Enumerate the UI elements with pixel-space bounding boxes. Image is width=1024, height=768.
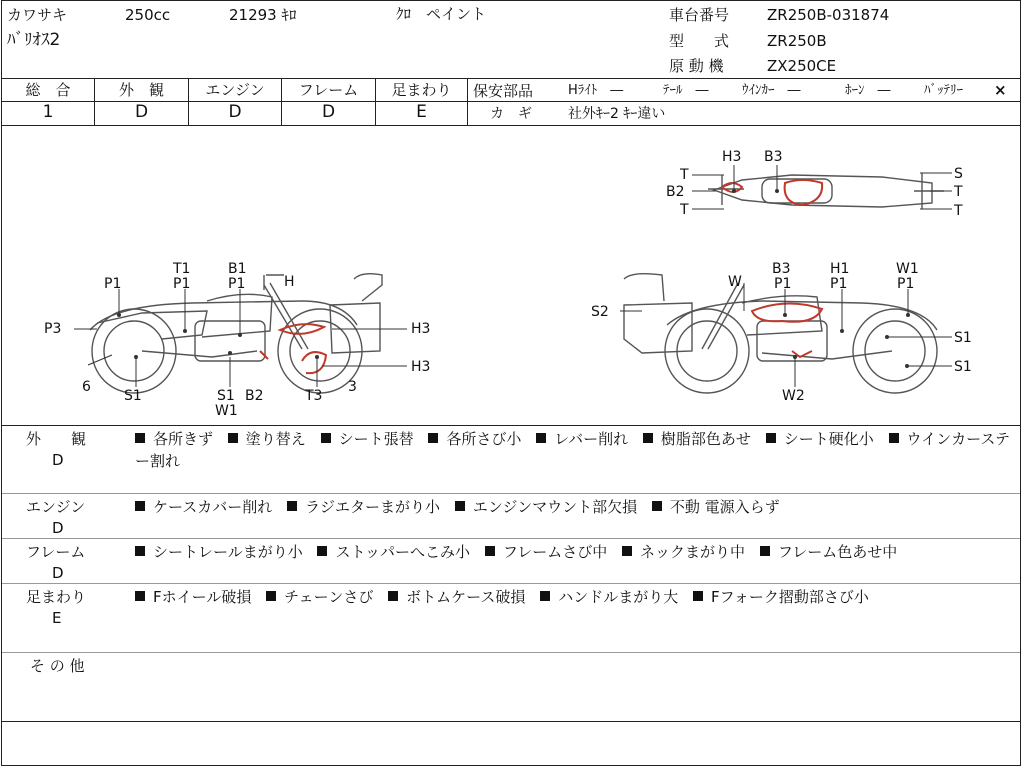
diagram-label: P1 [897, 276, 915, 292]
divider [2, 538, 1020, 539]
comment-item: シート硬化小 [783, 430, 874, 448]
frame-section-grade: D [52, 564, 64, 582]
frame-no: ZR250B-031874 [767, 6, 890, 24]
engine-label: 原 動 機 [669, 57, 724, 75]
type: ZR250B [767, 32, 827, 50]
diagram-label: B2 [666, 184, 685, 200]
diagram-label: W1 [215, 403, 238, 419]
leader-lines [74, 165, 952, 387]
diagram-label: P3 [44, 321, 62, 337]
divider [468, 101, 1020, 102]
frame-comments [135, 541, 1020, 563]
suspension-section-grade: E [52, 609, 62, 627]
frame-grade-label: フレーム [298, 81, 359, 99]
taillight-status: ﾃｰﾙ ― [663, 83, 709, 98]
type-label: 型 式 [669, 32, 730, 50]
maker: カワサキ [7, 6, 68, 24]
comment-item: Fフォーク摺動部さび小 [711, 588, 869, 606]
diagram-label: S1 [217, 388, 235, 404]
overall-label: 総 合 [25, 81, 71, 99]
diagram-label: T3 [305, 388, 323, 404]
diagram-label: W [728, 274, 742, 290]
diagram-label: S1 [954, 359, 972, 375]
diagram-label: P1 [104, 276, 122, 292]
comment-item: ラジエターまがり小 [305, 498, 441, 516]
diagram-label: B1 [228, 261, 247, 277]
overall-grade: 1 [42, 102, 54, 122]
exterior-grade: D [134, 102, 149, 122]
comment-item: チェーンさび [284, 588, 374, 606]
comment-item: ハンドルまがり大 [558, 588, 679, 606]
engine-section-label: エンジン [26, 498, 86, 516]
diagram-label: W2 [782, 388, 805, 404]
engine-section-grade: D [52, 519, 64, 537]
suspension-section-label: 足まわり [26, 588, 87, 606]
comment-item: ネックまがり中 [640, 543, 746, 561]
diagram-label: 3 [348, 379, 357, 395]
diagram-label: S [954, 166, 963, 182]
comment-item: エンジンマウント部欠損 [472, 498, 638, 516]
battery-status-mark: × [994, 81, 1007, 99]
exterior-comments [135, 428, 1020, 472]
diagram-label: S2 [591, 304, 609, 320]
bike-top-view [708, 173, 944, 209]
comment-item: Fホイール破損 [153, 588, 252, 606]
diagram-label: P1 [173, 276, 191, 292]
comment-item: ケースカバー削れ [153, 498, 273, 516]
diagram-label: T [954, 184, 963, 200]
divider [2, 583, 1020, 584]
suspension-grade: E [416, 102, 427, 122]
comment-item: シート張替 [338, 430, 414, 448]
diagram-label: B3 [764, 149, 783, 165]
comment-item: 各所きず [153, 430, 214, 448]
divider [2, 721, 1020, 722]
comment-item: ウインカーステー割れ [135, 430, 1011, 470]
other-section-label: そ の 他 [30, 657, 85, 675]
diagram-label: P1 [228, 276, 246, 292]
comment-item: 不動 電源入らず [669, 498, 780, 516]
displacement: 250cc [125, 6, 171, 24]
key-label: カ ギ [490, 106, 532, 122]
model-name: ﾊﾞﾘｵｽ2 [7, 30, 61, 50]
engine-grade-label: エンジン [205, 81, 265, 99]
winker-status: ｳｲﾝｶｰ ― [742, 83, 801, 98]
inspection-sheet [1, 0, 1021, 766]
diagram-label: P1 [830, 276, 848, 292]
diagram-label: H3 [411, 321, 431, 337]
comment-item: 樹脂部色あせ [660, 430, 751, 448]
exterior-section-grade: D [52, 451, 64, 469]
diagram-label: T [680, 167, 689, 183]
divider [2, 78, 1020, 79]
frame-section-label: フレーム [26, 543, 86, 561]
frame-grade: D [321, 102, 336, 122]
mileage: 21293 ｷﾛ [229, 6, 297, 24]
diagram-label: H1 [830, 261, 850, 277]
comment-item: フレーム色あせ中 [777, 543, 898, 561]
diagram-label: 6 [82, 379, 91, 395]
comment-item: 各所さび小 [446, 430, 522, 448]
engine-model: ZX250CE [767, 57, 837, 75]
engine-comments [135, 496, 1020, 518]
diagram-label: P1 [774, 276, 792, 292]
exterior-label: 外 観 [118, 81, 164, 99]
comment-item: シートレールまがり小 [153, 543, 303, 561]
diagram-label: H [284, 274, 295, 290]
comment-item: 塗り替え [245, 430, 306, 448]
safety-label: 保安部品 [473, 82, 534, 100]
frame-no-label: 車台番号 [669, 6, 730, 24]
diagram-label: S1 [954, 330, 972, 346]
diagram-label: H3 [411, 359, 431, 375]
diagram-label: W1 [896, 261, 919, 277]
comment-item: レバー削れ [554, 430, 629, 448]
divider [2, 493, 1020, 494]
comment-item: フレームさび中 [502, 543, 608, 561]
engine-grade: D [228, 102, 242, 122]
diagram-label: S1 [124, 388, 142, 404]
exterior-section-label: 外 観 [26, 430, 87, 448]
color: ｸﾛ ペイント [396, 5, 487, 23]
diagram-label: T1 [173, 261, 191, 277]
divider [2, 652, 1020, 653]
comment-item: ボトムケース破損 [406, 588, 526, 606]
divider [467, 78, 468, 125]
suspension-comments [135, 586, 1020, 608]
diagram-label: B2 [245, 388, 264, 404]
horn-status: ﾎｰﾝ ― [845, 83, 891, 98]
diagram-label: T [954, 203, 963, 219]
headlight-status: Hﾗｲﾄ ― [568, 83, 624, 98]
diagram-label: H3 [722, 149, 742, 165]
damage-diagram [2, 125, 1020, 425]
battery-label: ﾊﾞｯﾃﾘｰ [924, 83, 963, 98]
diagram-label: T [680, 202, 689, 218]
key-value: 社外ｷｰ2 ｷｰ違い [568, 106, 666, 122]
comment-item: ストッパーへこみ小 [335, 543, 471, 561]
divider [2, 425, 1020, 426]
diagram-label: B3 [772, 261, 791, 277]
suspension-grade-label: 足まわり [391, 81, 452, 99]
